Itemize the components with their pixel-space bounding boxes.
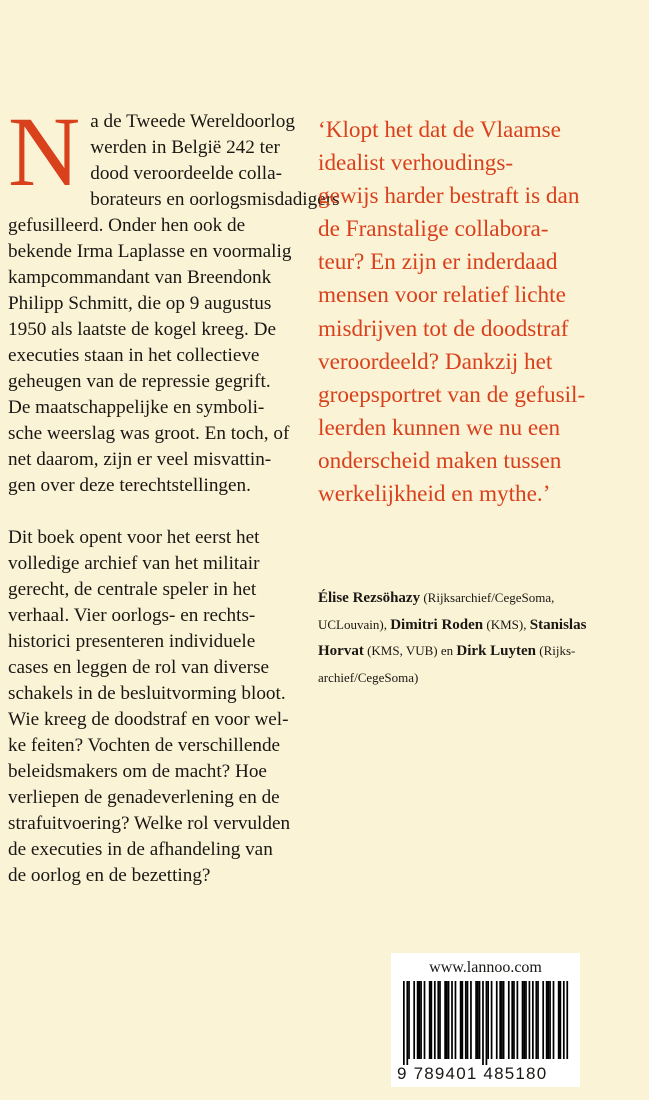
barcode-bar	[513, 981, 515, 1059]
barcode-bar	[558, 981, 560, 1059]
text-line: beleidsmakers om de macht? Hoe	[8, 761, 267, 782]
text-line: verliepen de genadeverlening en de	[8, 787, 280, 808]
barcode-bar	[470, 981, 472, 1059]
pull-quote	[318, 114, 618, 511]
text-line: ke feiten? Vochten de verschillende	[8, 735, 281, 756]
barcode-bar	[420, 981, 422, 1059]
barcode-bar	[532, 981, 534, 1059]
barcode-bar	[455, 981, 457, 1059]
author-affiliation: archief/CegeSoma)	[318, 669, 419, 685]
barcode-bar	[542, 981, 544, 1059]
quote-line: werkelijkheid en mythe.’	[318, 481, 551, 508]
text-line: geheugen van de repressie gegrift.	[8, 371, 271, 392]
text-line: executies staan in het collectieve	[8, 345, 260, 366]
text-line: a de Tweede Wereldoorlog	[90, 111, 295, 132]
author-affiliation: (KMS, VUB) en	[363, 643, 457, 658]
body-paragraph-lines	[8, 525, 290, 889]
publisher-website: www.lannoo.com	[429, 959, 542, 976]
quote-line: veroordeeld? Dankzij het	[318, 348, 553, 375]
text-line: de executies in de afhandeling van	[8, 839, 273, 860]
author-name: Élise Rezsöhazy	[318, 590, 421, 606]
barcode-bar	[437, 981, 439, 1059]
barcode-bar	[417, 981, 419, 1059]
text-line: gerecht, de centrale speler in het	[8, 579, 257, 600]
barcode-bar	[439, 981, 441, 1059]
authors-line	[318, 665, 628, 691]
barcode-bar	[547, 981, 549, 1059]
quote-line: groepsportret van de gefusil-	[318, 381, 586, 408]
text-line: gefusilleerd. Onder hen ook de	[8, 215, 246, 236]
barcode-bar	[477, 981, 479, 1059]
text-line: 1950 als laatste de kogel kreeg. De	[8, 319, 276, 340]
barcode-bar	[413, 981, 415, 1059]
barcode-bar	[501, 981, 503, 1059]
author-affiliation: (KMS),	[483, 616, 530, 632]
text-line: dood veroordeelde colla-	[90, 163, 283, 184]
text-line: de oorlog en de bezetting?	[8, 865, 211, 886]
text-line: sche weerslag was groot. En toch, of	[8, 423, 290, 444]
text-line: schakels in de besluitvorming bloot.	[8, 683, 286, 704]
text-line: volledige archief van het militair	[8, 553, 260, 574]
quote-line: teur? En zijn er inderdaad	[318, 249, 558, 276]
barcode-bar	[525, 981, 527, 1059]
barcode-bar	[549, 981, 551, 1059]
barcode-panel	[391, 953, 580, 1087]
quote-line: gewijs harder bestraft is dan	[318, 183, 580, 210]
author-name: Stanislas	[529, 616, 587, 633]
isbn-number: 9 789401 485180	[397, 1064, 548, 1083]
text-line: kampcommandant van Breendonk	[8, 267, 272, 288]
barcode-bar	[475, 981, 477, 1059]
barcode-bar	[511, 981, 513, 1059]
authors-line	[318, 585, 628, 612]
description-column	[8, 96, 340, 889]
barcode-bar	[448, 981, 450, 1059]
text-line: historici presenteren individuele	[8, 631, 256, 652]
author-affiliation: (Rijksarchief/CegeSoma,	[420, 590, 555, 605]
authors-credit	[318, 585, 628, 690]
barcode-bar	[467, 981, 469, 1059]
barcode-bar	[553, 981, 555, 1059]
author-affiliation: (Rijks-	[536, 643, 576, 658]
quote-line: de Franstalige collabora-	[318, 216, 549, 243]
quote-line: leerden kunnen we nu een	[318, 414, 561, 441]
author-affiliation: UCLouvain),	[318, 616, 391, 632]
barcode-bar	[491, 981, 493, 1059]
barcode-bar	[479, 981, 481, 1059]
text-line: strafuitvoering? Welke rol vervulden	[8, 813, 291, 834]
barcode-bar	[546, 981, 548, 1059]
barcode-bar	[451, 981, 453, 1059]
barcode-bar	[444, 981, 446, 1059]
barcode-bar	[496, 981, 498, 1059]
barcode-bar	[499, 981, 501, 1059]
barcode-bar	[486, 981, 488, 1065]
drop-cap: N	[8, 96, 81, 207]
barcode-bar	[535, 981, 537, 1059]
intro-paragraph	[8, 96, 340, 499]
author-name: Dirk Luyten	[456, 643, 536, 659]
body-paragraph	[8, 525, 290, 889]
barcode-bar	[434, 981, 436, 1059]
barcode-icon	[391, 979, 580, 1065]
text-line: bekende Irma Laplasse en voormalig	[8, 241, 292, 262]
barcode-bar	[424, 981, 426, 1059]
barcode-bar	[431, 981, 433, 1059]
barcode-bar	[503, 981, 505, 1059]
quote-line: mensen voor relatief lichte	[318, 282, 566, 309]
barcode-bar	[403, 981, 405, 1065]
text-line: Philipp Schmitt, die op 9 augustus	[8, 293, 272, 314]
authors-line	[318, 612, 628, 639]
barcode-bar	[406, 981, 408, 1065]
barcode-bar	[522, 981, 524, 1059]
barcode-bar	[523, 981, 525, 1059]
barcode-bar	[460, 981, 462, 1059]
barcode-bar	[418, 981, 420, 1059]
quote-line: idealist verhoudings-	[318, 150, 514, 177]
barcode-bar	[482, 981, 484, 1065]
barcode-bar	[508, 981, 510, 1059]
text-line: borateurs en oorlogsmisdadigers	[90, 189, 340, 210]
barcode-bar	[487, 981, 489, 1059]
barcode-bar	[566, 981, 568, 1059]
barcode-bar	[408, 981, 410, 1059]
quote-line: onderscheid maken tussen	[318, 447, 562, 474]
barcode-bar	[537, 981, 539, 1059]
author-name: Dimitri Roden	[390, 616, 484, 633]
text-line: Dit boek opent voor het eerst het	[8, 527, 260, 548]
barcode-bar	[429, 981, 431, 1059]
text-line: Wie kreeg de doodstraf en voor wel-	[8, 709, 289, 730]
barcode-bar	[517, 981, 519, 1059]
text-line: net daarom, zijn er veel misvattin-	[8, 449, 272, 470]
quote-line: ‘Klopt het dat de Vlaamse	[318, 117, 561, 143]
authors-line	[318, 638, 628, 665]
barcode-bar	[461, 981, 463, 1059]
author-name: Horvat	[318, 643, 364, 659]
barcode-bar	[465, 981, 467, 1059]
quote-line: misdrijven tot de doodstraf	[318, 315, 569, 342]
text-line: werden in België 242 ter	[90, 137, 280, 158]
text-line: verhaal. Vier oorlogs- en rechts-	[8, 605, 256, 626]
text-line: cases en leggen de rol van diverse	[8, 657, 270, 678]
barcode-bar	[446, 981, 448, 1059]
barcode-bar	[560, 981, 562, 1059]
barcode-bar	[529, 981, 531, 1059]
text-line: De maatschappelijke en symboli-	[8, 397, 265, 418]
text-line: gen over deze terechtstellingen.	[8, 475, 251, 496]
barcode-bar	[563, 981, 565, 1059]
